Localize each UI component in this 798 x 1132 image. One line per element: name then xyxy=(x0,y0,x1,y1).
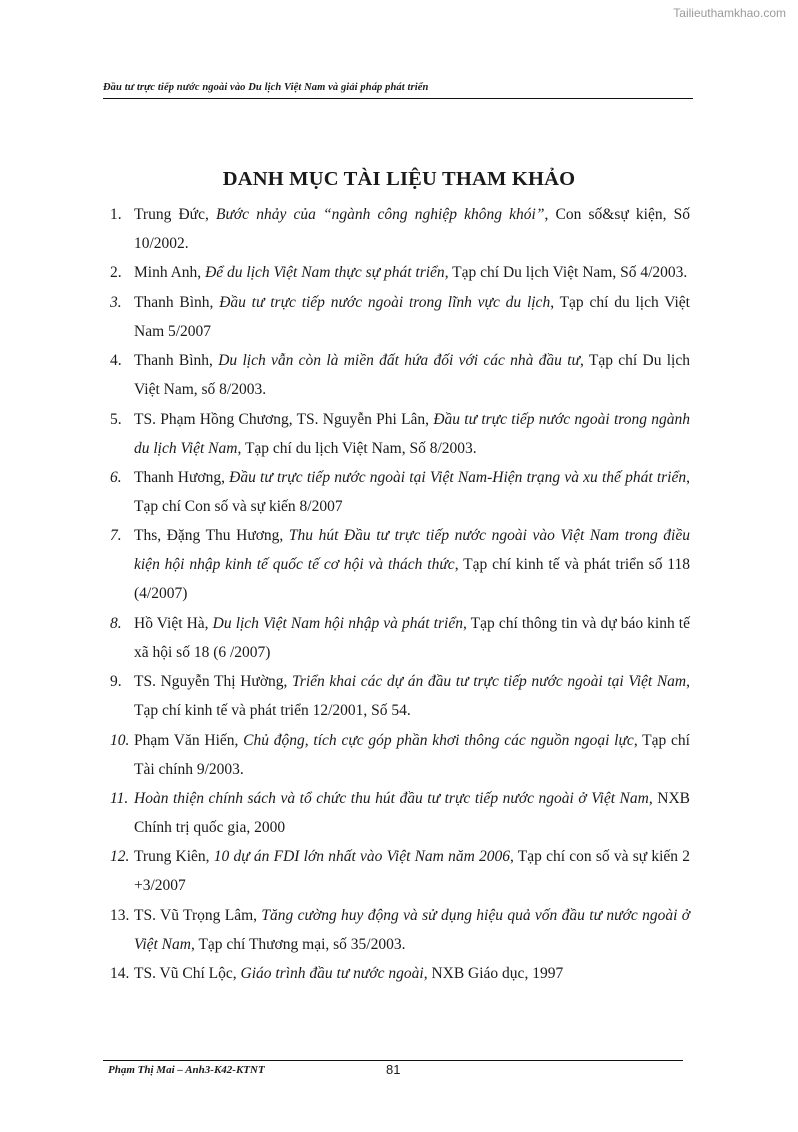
reference-source: , Tạp chí du lịch Việt Nam 5/2007 xyxy=(134,293,690,340)
running-header: Đầu tư trực tiếp nước ngoài vào Du lịch Việt Nam và giải pháp phát triển xyxy=(103,82,429,93)
reference-author: Ths, Đặng Thu Hương, xyxy=(134,527,289,545)
reference-source: , Tạp chí Tài chính 9/2003. xyxy=(134,731,690,778)
reference-item xyxy=(110,405,690,463)
reference-author: TS. Phạm Hồng Chương, TS. Nguyễn Phi Lân, xyxy=(134,410,434,428)
reference-number: 2. xyxy=(110,264,122,282)
reference-number: 1. xyxy=(110,206,122,223)
reference-work-title: Đầu tư trực tiếp nước ngoài trong ngành du lịch Việt Nam xyxy=(134,410,690,457)
reference-author: Thanh Hương, xyxy=(134,468,230,486)
reference-source: NXB Chính trị quốc gia, 2000 xyxy=(134,789,690,836)
reference-author: TS. Vũ Chí Lộc, xyxy=(134,965,241,983)
watermark-text: Tailieuthamkhao.com xyxy=(673,6,786,20)
reference-item xyxy=(110,784,690,842)
reference-number: 9. xyxy=(110,673,122,691)
reference-item xyxy=(110,346,690,404)
reference-work-title: Hoàn thiện chính sách và tổ chức thu hút đầu tư trực tiếp nước ngoài ở Việt Nam, xyxy=(134,789,653,807)
reference-number: 12. xyxy=(110,848,130,866)
reference-work-title: Bước nhảy của “ngành công nghiệp không khói” xyxy=(215,206,545,223)
reference-work-title: Thu hút Đầu tư trực tiếp nước ngoài vào Việt Nam trong điều kiện hội nhập kinh tế quốc tế cơ hội và thách thức xyxy=(134,527,690,574)
reference-item xyxy=(110,901,690,959)
reference-number: 8. xyxy=(110,614,122,632)
reference-work-title: Du lịch vẫn còn là miền đất hứa đối với các nhà đầu tư xyxy=(218,352,580,370)
reference-item xyxy=(110,200,690,258)
reference-source: , Tạp chí Con số và sự kiến 8/2007 xyxy=(134,468,690,515)
reference-item xyxy=(110,959,690,988)
reference-item xyxy=(110,288,690,346)
reference-source: , NXB Giáo dục, 1997 xyxy=(423,965,564,983)
reference-source: , Tạp chí du lịch Việt Nam, Số 8/2003. xyxy=(237,439,477,457)
reference-source: , Tạp chí kinh tế và phát triển số 118 (4/2007) xyxy=(134,556,690,603)
reference-source: , Tạp chí Du lịch Việt Nam, Số 4/2003. xyxy=(444,264,688,282)
reference-author: Hồ Việt Hà, xyxy=(134,614,213,632)
reference-number: 5. xyxy=(110,410,122,428)
reference-source: , Tạp chí kinh tế và phát triển 12/2001, Số 54. xyxy=(134,673,690,720)
reference-number: 10. xyxy=(110,731,130,749)
reference-work-title: Giáo trình đầu tư nước ngoài xyxy=(240,965,424,983)
reference-source: , Tạp chí thông tin và dự báo kinh tế xã hội số 18 (6 /2007) xyxy=(134,614,690,661)
reference-item xyxy=(110,726,690,784)
footer-rule xyxy=(103,1060,683,1061)
page-title: DANH MỤC TÀI LIỆU THAM KHẢO xyxy=(222,168,576,190)
reference-list xyxy=(110,200,690,988)
reference-work-title: Chủ động, tích cực góp phần khơi thông các nguồn ngoại lực xyxy=(243,731,634,749)
footer-author: Phạm Thị Mai – Anh3-K42-KTNT xyxy=(108,1064,265,1076)
reference-author: Thanh Bình, xyxy=(134,293,220,311)
reference-work-title: Triển khai các dự án đầu tư trực tiếp nước ngoài tại Việt Nam xyxy=(292,673,687,691)
reference-number: 3. xyxy=(110,293,122,311)
reference-work-title: Đầu tư trực tiếp nước ngoài tại Việt Nam-Hiện trạng và xu thế phát triển xyxy=(229,468,687,486)
reference-source: , Tạp chí Thương mại, số 35/2003. xyxy=(190,935,406,953)
reference-number: 4. xyxy=(110,352,122,370)
reference-author: TS. Vũ Trọng Lâm, xyxy=(134,906,262,924)
reference-work-title: Đầu tư trực tiếp nước ngoài trong lĩnh vực du lịch xyxy=(219,293,551,311)
reference-work-title: Du lịch Việt Nam hội nhập và phát triển xyxy=(212,614,463,632)
reference-author: Phạm Văn Hiến, xyxy=(134,731,244,749)
reference-author: Trung Kiên, xyxy=(134,848,214,866)
reference-number: 14. xyxy=(110,965,130,983)
page-number: 81 xyxy=(386,1062,401,1077)
reference-item xyxy=(110,667,690,725)
reference-author: TS. Nguyễn Thị Hường, xyxy=(134,673,293,691)
reference-work-title: 10 dự án FDI lớn nhất vào Việt Nam năm 2006 xyxy=(213,848,510,866)
reference-item xyxy=(110,609,690,667)
reference-author: Thanh Bình, xyxy=(134,352,219,370)
reference-item xyxy=(110,463,690,521)
reference-item xyxy=(110,842,690,900)
reference-source: , Tạp chí con số và sự kiến 2 +3/2007 xyxy=(134,848,691,895)
reference-number: 6. xyxy=(110,468,122,486)
reference-number: 11. xyxy=(110,789,129,807)
reference-source: , Tạp chí Du lịch Việt Nam, số 8/2003. xyxy=(134,352,690,399)
reference-author: Minh Anh, xyxy=(134,264,206,282)
reference-author: Trung Đức, xyxy=(134,206,216,223)
reference-number: 13. xyxy=(110,906,130,924)
reference-number: 7. xyxy=(110,527,122,545)
reference-item xyxy=(110,521,690,608)
header-rule xyxy=(103,98,693,99)
reference-work-title: Để du lịch Việt Nam thực sự phát triển xyxy=(205,264,445,282)
reference-source: , Con số&sự kiện, Số 10/2002. xyxy=(134,206,690,252)
reference-work-title: Tăng cường huy động và sử dụng hiệu quả vốn đầu tư nước ngoài ở Việt Nam xyxy=(134,906,691,953)
reference-item xyxy=(110,258,690,287)
